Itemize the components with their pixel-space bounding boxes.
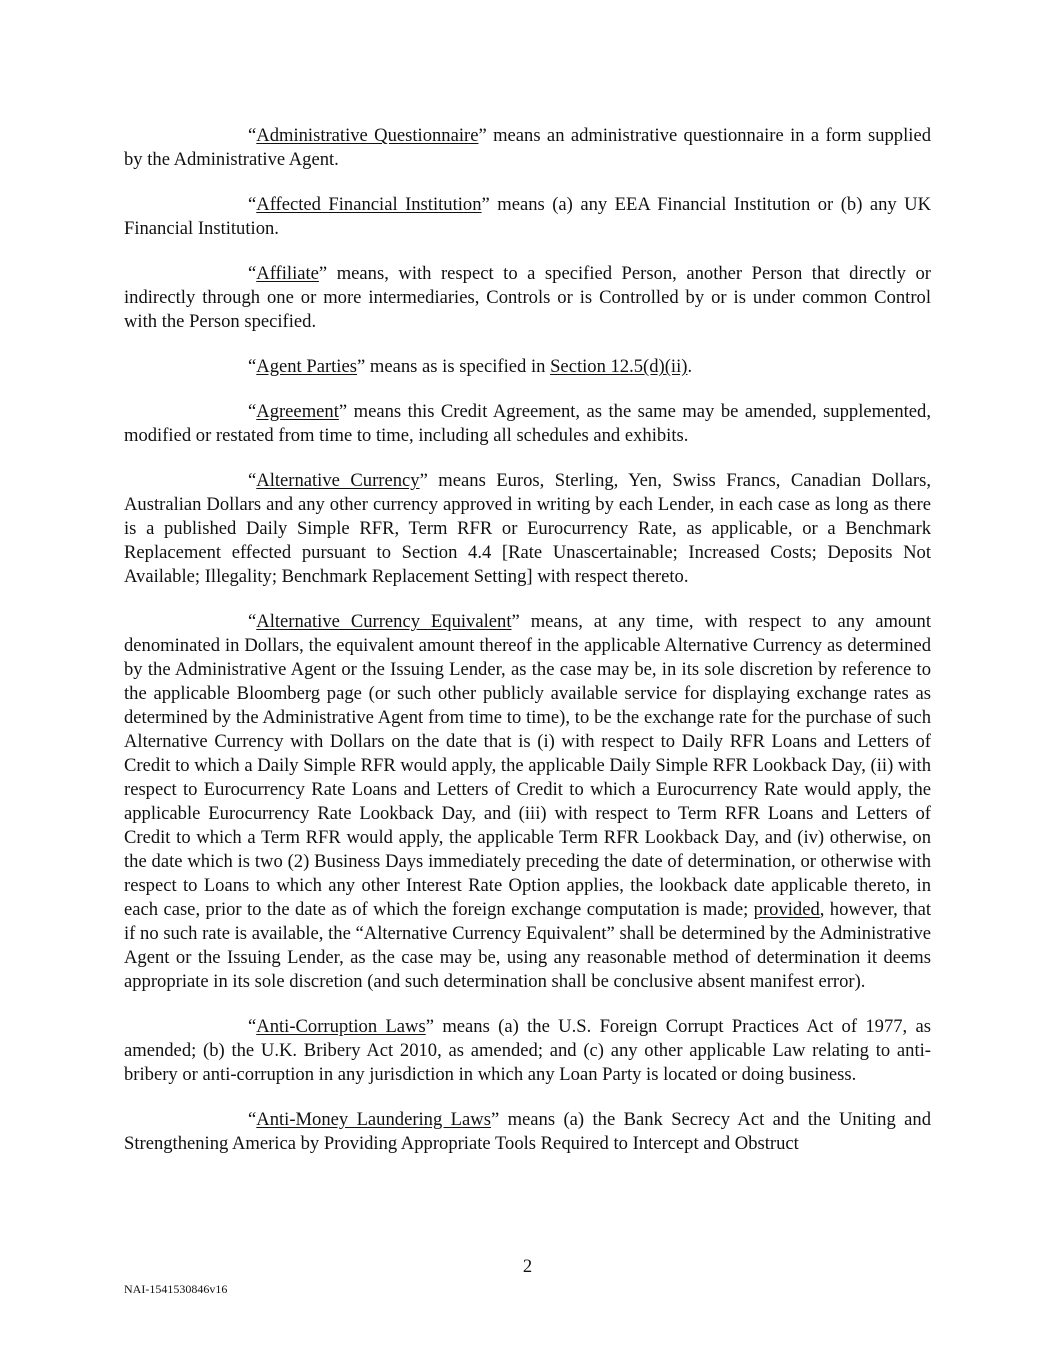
definition-text: means (a) any EEA Financial Institution or (b) any UK Financial Institution. [124, 194, 932, 239]
definition-text: means (a) the Bank Secrecy Act and the Uniting and Strengthening America by Providing Appropriate Tools Required to Intercept and Obstruct [124, 1109, 931, 1154]
close-quote: ” [419, 470, 428, 491]
definition-alternative-currency [124, 469, 931, 589]
open-quote: “ [248, 611, 257, 632]
open-quote: “ [248, 125, 257, 146]
close-quote: ” [478, 125, 487, 146]
definition-text-after: , however, that if no such rate is available, the “Alternative Currency Equivalent” shall be determined by the Administrative Agent or the Issuing Lender, as the case may be, using any reasonable method of determination it deems appropriate in its sole discretion (and such determination shall be conclusive absent manifest error). [124, 899, 931, 992]
section-reference: Section 12.5(d)(ii) [550, 356, 688, 377]
document-id: NAI-1541530846v16 [124, 1282, 228, 1296]
definition-text-after: . [687, 356, 693, 377]
definition-anti-corruption-laws [124, 1015, 931, 1087]
open-quote: “ [248, 263, 257, 284]
close-quote: ” [511, 611, 520, 632]
open-quote: “ [248, 356, 257, 377]
defined-term: Affected Financial Institution [256, 194, 482, 215]
defined-term: Agent Parties [256, 356, 357, 377]
definition-text: means this Credit Agreement, as the same may be amended, supplemented, modified or restated from time to time, including all schedules and exhibits. [124, 401, 931, 446]
close-quote: ” [338, 401, 348, 422]
open-quote: “ [248, 470, 257, 491]
close-quote: ” [490, 1109, 500, 1130]
defined-term: Anti-Money Laundering Laws [256, 1109, 491, 1130]
page-number: 2 [522, 1256, 533, 1277]
defined-term: Affiliate [256, 263, 319, 284]
document-body [124, 124, 931, 1177]
open-quote: “ [248, 1109, 257, 1130]
definition-agreement [124, 400, 931, 448]
definition-text: means, with respect to a specified Person, another Person that directly or indirectly through one or more intermediaries, Controls or is Controlled by or is under common Control with the Person specified. [124, 263, 931, 332]
definition-text: means Euros, Sterling, Yen, Swiss Francs, Canadian Dollars, Australian Dollars and any other currency approved in writing by each Lender, in each case as long as there is a published Daily Simple RFR, Term RFR or Eurocurrency Rate, as applicable, or a Benchmark Replacement effected pursuant to Section 4.4 [Rate Unascertainable; Increased Costs; Deposits Not Available; Illegality; Benchmark Replacement Setting] with respect thereto. [124, 470, 931, 587]
definition-affiliate [124, 262, 931, 334]
close-quote: ” [425, 1016, 434, 1037]
defined-term: Alternative Currency [256, 470, 420, 491]
open-quote: “ [248, 194, 257, 215]
definition-text: means as is specified in [365, 356, 551, 377]
defined-term: Alternative Currency Equivalent [256, 611, 512, 632]
definition-text: means (a) the U.S. Foreign Corrupt Practices Act of 1977, as amended; (b) the U.K. Bribery Act 2010, as amended; and (c) any other applicable Law relating to anti-bribery or anti-corruption in any jurisdiction in which any Loan Party is located or doing business. [124, 1016, 932, 1085]
close-quote: ” [481, 194, 490, 215]
proviso-term: provided [753, 899, 820, 920]
definition-text: means, at any time, with respect to any amount denominated in Dollars, the equivalent amount thereof in the applicable Alternative Currency as determined by the Administrative Agent or the Issuing Lender, as the case may be, in its sole discretion by reference to the applicable Bloomberg page (or such other publicly available service for displaying exchange rates as determined by the Administrative Agent from time to time), to be the exchange rate for the purchase of such Alternative Currency with Dollars on the date that is (i) with respect to Daily RFR Loans and Letters of Credit to which a Daily Simple RFR would apply, the applicable Daily Simple RFR Lookback Day, (ii) with respect to Eurocurrency Rate Loans and Letters of Credit to which a Eurocurrency Rate would apply, the applicable Eurocurrency Rate Lookback Day, and (iii) with respect to Term RFR Loans and Letters of Credit to which a Term RFR would apply, the applicable Term RFR Lookback Day, and (iv) otherwise, on the date which is two (2) Business Days immediately preceding the date of determination, or otherwise with respect to Loans to which any other Interest Rate Option applies, the lookback date applicable thereto, in each case, prior to the date as of which the foreign exchange computation is made; [124, 611, 932, 920]
definition-alternative-currency-equivalent [124, 610, 931, 994]
definition-affected-financial-institution [124, 193, 931, 241]
open-quote: “ [248, 1016, 257, 1037]
definition-agent-parties [124, 355, 931, 379]
definition-text: means an administrative questionnaire in a form supplied by the Administrative Agent. [124, 125, 931, 170]
open-quote: “ [248, 401, 257, 422]
defined-term: Agreement [256, 401, 339, 422]
definition-anti-money-laundering-laws [124, 1108, 931, 1156]
definition-administrative-questionnaire [124, 124, 931, 172]
defined-term: Administrative Questionnaire [256, 125, 479, 146]
defined-term: Anti-Corruption Laws [256, 1016, 426, 1037]
close-quote: ” [318, 263, 328, 284]
close-quote: ” [356, 356, 366, 377]
